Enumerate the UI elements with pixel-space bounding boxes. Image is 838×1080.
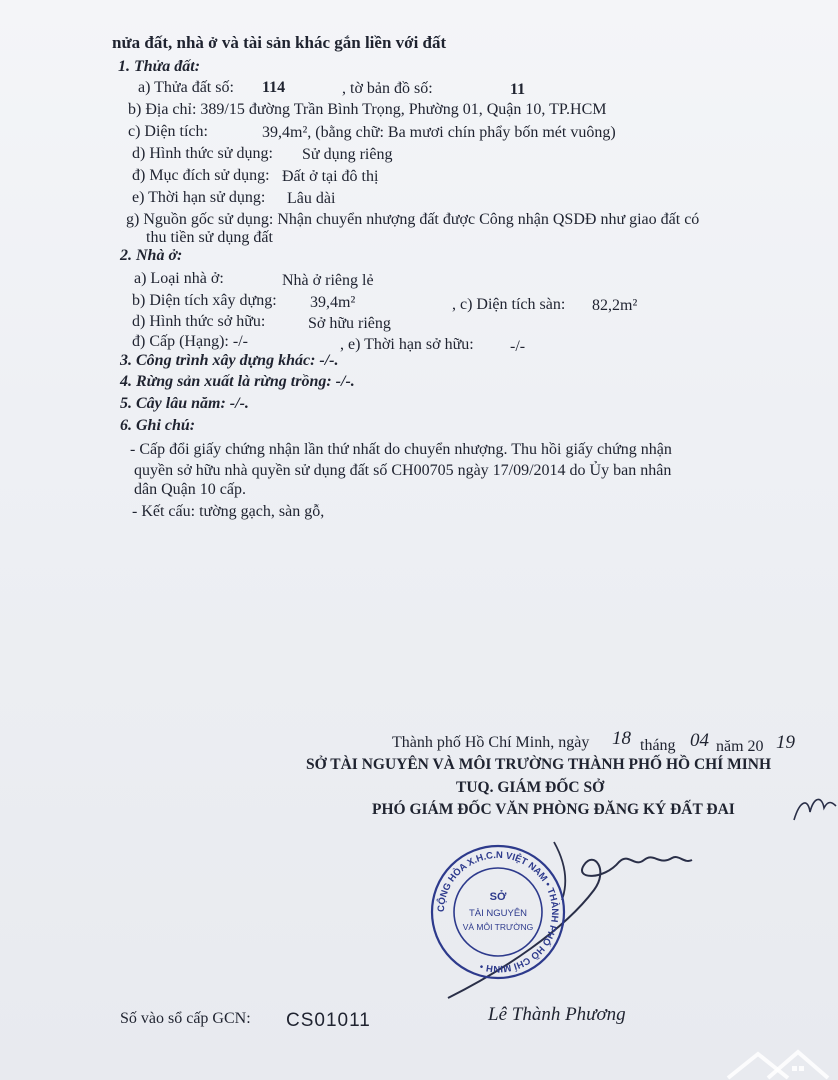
section-6-title: 6. Ghi chú:: [120, 417, 196, 434]
authorization-line: TUQ. GIÁM ĐỐC SỞ: [456, 779, 605, 796]
use-purpose-label: đ) Mục đích sử dụng:: [132, 167, 270, 184]
land-area-label: c) Diện tích:: [128, 123, 208, 140]
date-year: 19: [776, 732, 795, 753]
parcel-number-value: 114: [262, 79, 286, 96]
date-month: 04: [690, 730, 709, 751]
page-header: nửa đất, nhà ở và tài sản khác gắn liền với đất: [112, 33, 447, 52]
date-prefix: Thành phố Hồ Chí Minh, ngày: [392, 734, 590, 751]
use-origin-line2: thu tiền sử dụng đất: [146, 229, 273, 246]
ownership-form-label: d) Hình thức sở hữu:: [132, 313, 266, 330]
house-type-label: a) Loại nhà ở:: [134, 270, 224, 287]
ownership-term-label: , e) Thời hạn sở hữu:: [340, 336, 474, 353]
note-1-line2: quyền sở hữu nhà quyền sử dụng đất số CH00705 ngày 17/09/2014 do Ủy ban nhân: [134, 462, 672, 479]
use-form-value: Sử dụng riêng: [302, 146, 393, 163]
build-area-value: 39,4m²: [310, 294, 356, 311]
section-2-title: 2. Nhà ở:: [120, 247, 183, 264]
signer-name: Lê Thành Phương: [488, 1004, 626, 1025]
section-4: 4. Rừng sản xuất là rừng trồng: -/-.: [120, 373, 355, 390]
section-5: 5. Cây lâu năm: -/-.: [120, 395, 249, 412]
official-stamp: [428, 842, 568, 982]
use-form-label: d) Hình thức sử dụng:: [132, 145, 273, 162]
section-3: 3. Công trình xây dựng khác: -/-.: [120, 352, 339, 369]
grade-label: đ) Cấp (Hạng): -/-: [132, 333, 248, 350]
house-type-value: Nhà ở riêng lẻ: [282, 272, 374, 289]
map-sheet-value: 11: [510, 81, 526, 98]
ownership-term-value: -/-: [510, 338, 526, 355]
date-year-label: năm 20: [716, 738, 764, 755]
address-line: b) Địa chỉ: 389/15 đường Trần Bình Trọng, Phường 01, Quận 10, TP.HCM: [128, 101, 607, 118]
floor-area-value: 82,2m²: [592, 297, 638, 314]
stamp-center-line2: TÀI NGUYÊN: [468, 908, 528, 919]
registry-number: CS01011: [286, 1010, 371, 1031]
floor-area-label: , c) Diện tích sàn:: [452, 296, 566, 313]
stamp-ring-text: CỘNG HÒA X.H.C.N VIỆT NAM • THÀNH PHỐ HỒ CHÍ MINH •: [435, 849, 561, 975]
house-watermark-icon: [718, 1040, 838, 1080]
section-1-title: 1. Thửa đất:: [118, 58, 201, 75]
use-term-value: Lâu dài: [287, 190, 336, 207]
map-sheet-label: , tờ bản đồ số:: [342, 80, 433, 97]
initials-mark: [790, 790, 838, 830]
date-month-label: tháng: [640, 737, 676, 754]
stamp-center-line3: VÀ MÔI TRƯỜNG: [462, 922, 534, 932]
use-origin-line1: g) Nguồn gốc sử dụng: Nhận chuyển nhượng đất được Công nhận QSDĐ như giao đất có: [126, 211, 700, 228]
build-area-label: b) Diện tích xây dựng:: [132, 292, 277, 309]
registry-label: Số vào sổ cấp GCN:: [120, 1010, 251, 1027]
issuing-organization: SỞ TÀI NGUYÊN VÀ MÔI TRƯỜNG THÀNH PHỐ HỒ CHÍ MINH: [306, 756, 772, 773]
note-1-line1: - Cấp đổi giấy chứng nhận lần thứ nhất do chuyển nhượng. Thu hồi giấy chứng nhận: [130, 441, 672, 458]
ownership-form-value: Sở hữu riêng: [308, 315, 391, 332]
stamp-center-line1: SỞ: [489, 891, 507, 903]
use-purpose-value: Đất ở tại đô thị: [282, 168, 379, 185]
note-2: - Kết cấu: tường gạch, sàn gỗ,: [132, 503, 325, 520]
land-area-value: 39,4m², (bằng chữ: Ba mươi chín phẩy bốn mét vuông): [262, 124, 616, 141]
signer-title: PHÓ GIÁM ĐỐC VĂN PHÒNG ĐĂNG KÝ ĐẤT ĐAI: [372, 801, 735, 818]
parcel-number-label: a) Thửa đất số:: [138, 79, 234, 96]
note-1-line3: dân Quận 10 cấp.: [134, 481, 246, 498]
use-term-label: e) Thời hạn sử dụng:: [132, 189, 266, 206]
date-day: 18: [612, 728, 631, 749]
